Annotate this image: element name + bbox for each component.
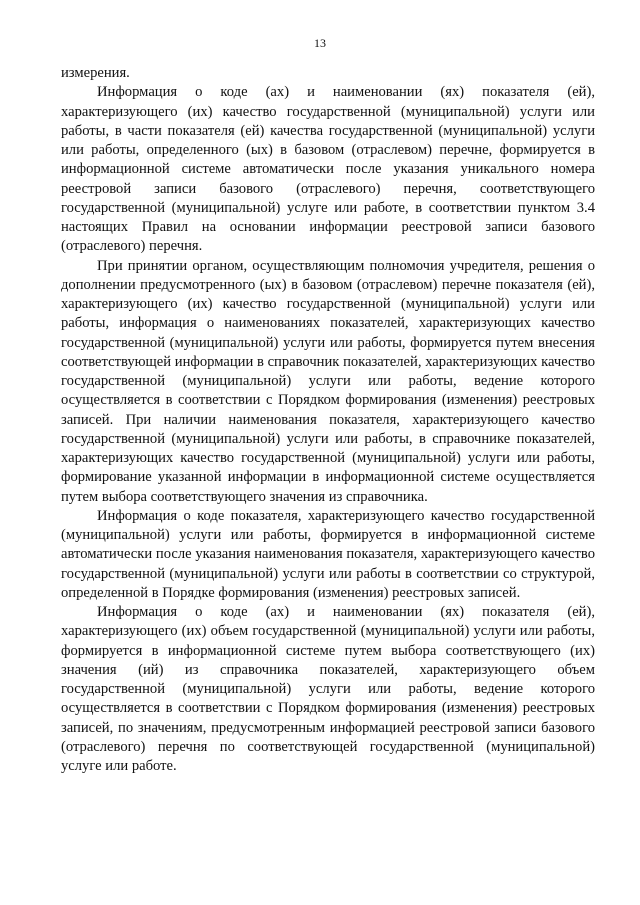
paragraph-indicator-code-auto: Информация о коде показателя, характеризующего качество государственной (муниципальной) услуги или работы, формируется в информационной системе автоматически после указания наименования показателя, характеризующего качество государственной (муниципальной) услуги или работы в соответствии со структурой, определенной в Порядке формирования (изменения) реестровых записей. <box>61 507 595 601</box>
paragraph-continuation: измерения. <box>61 65 130 81</box>
page-number: 13 <box>314 36 326 50</box>
paragraph-founder-decision: При принятии органом, осуществляющим полномочия учредителя, решения о дополнении предусмотренного (ых) в базовом (отраслевом) перечне показателя (ей), характеризующего (их) качество государственной (муниципальной) услуги или работы, информация о наименованиях показателей, характеризующих качество государственной (муниципальной) услуги или работы, формируется путем внесения соответствующей информации в справочник показателей, характеризующих качество государственной (муниципальной) услуги или работы, ведение которого осуществляется в соответствии с Порядком формирования (изменения) реестровых записей. При наличии наименования показателя, характеризующего качество государственной (муниципальной) услуги или работы, в справочнике показателей, характеризующих качество государственной (муниципальной) услуги или работы, формирование указанной информации в информационной системе осуществляется путем выбора соответствующего значения из справочника. <box>61 257 595 505</box>
paragraph-volume-indicator: Информация о коде (ах) и наименовании (ях) показателя (ей), характеризующего (их) объем государственной (муниципальной) услуги или работы, формируется в информационной системе путем выбора соответствующего (их) значения (ий) из справочника показателей, характеризующего объем государственной (муниципальной) услуги или работы, ведение которого осуществляется в соответствии с Порядком формирования (изменения) реестровых записей, по значениям, предусмотренным информацией реестровой записи базового (отраслевого) перечня по соответствующей государственной (муниципальной) услуге или работе. <box>61 604 595 774</box>
document-body <box>61 64 595 776</box>
paragraph-quality-indicator-code: Информация о коде (ах) и наименовании (ях) показателя (ей), характеризующего (их) качество государственной (муниципальной) услуги или работы, в части показателя (ей) качества государственной (муниципальной) услуги или работы, определенного (ых) в базовом (отраслевом) перечне, формируется в информационной системе автоматически после указания уникального номера реестровой записи базового (отраслевого) перечня, соответствующего государственной (муниципальной) услуге или работе, в соответствии пунктом 3.4 настоящих Правил на основании информации реестровой записи базового (отраслевого) перечня. <box>61 84 595 255</box>
